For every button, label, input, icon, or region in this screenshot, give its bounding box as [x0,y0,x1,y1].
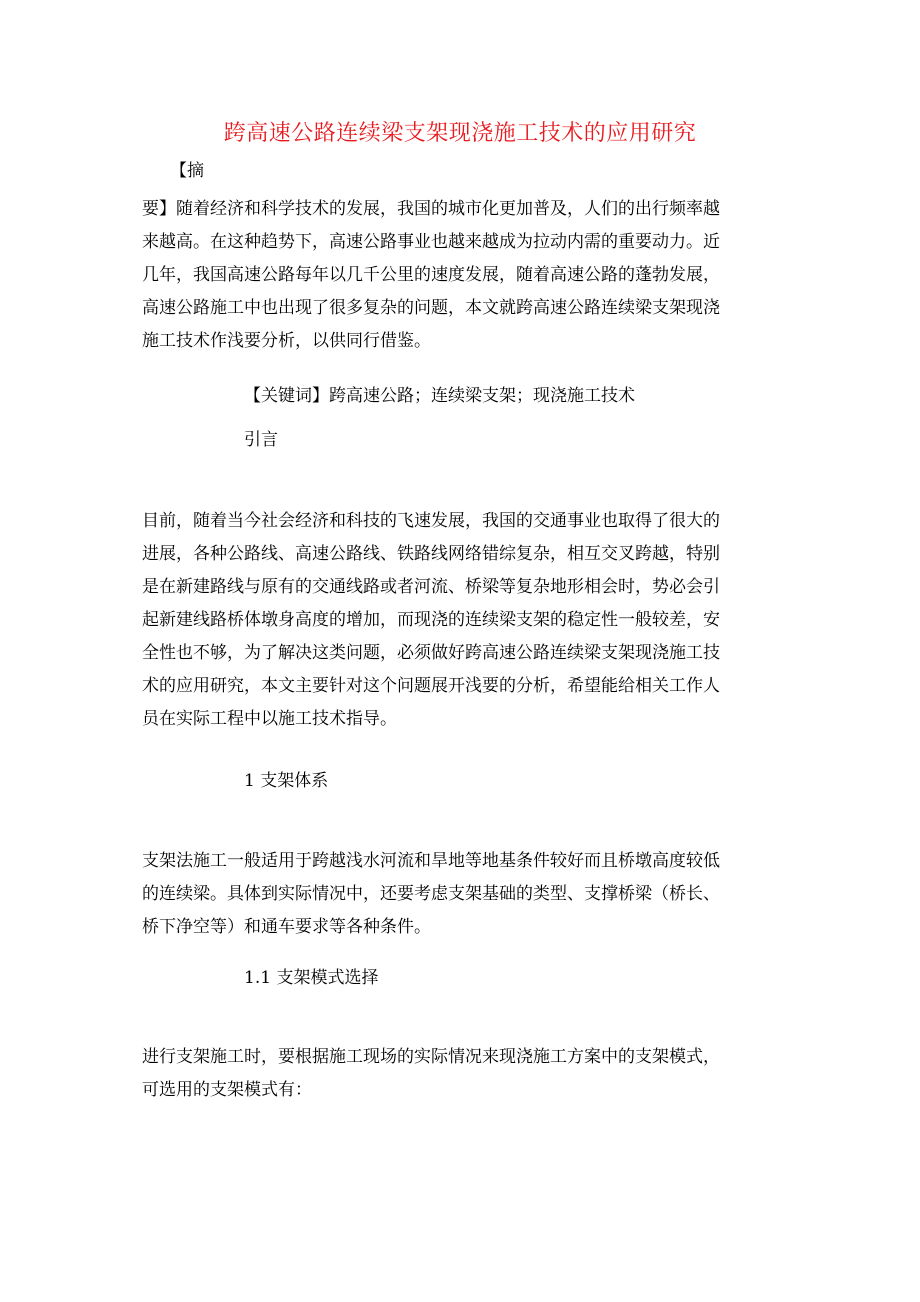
intro-line: 起新建线路桥体墩身高度的增加，而现浇的连续梁支架的稳定性一般较差，安 [142,610,720,630]
section-1-1-line: 可选用的支架模式有： [142,1080,312,1100]
abstract-line: 高速公路施工中也出现了很多复杂的问题，本文就跨高速公路连续梁支架现浇 [142,298,720,318]
abstract-line: 几年，我国高速公路每年以几千公里的速度发展，随着高速公路的蓬勃发展， [142,265,720,285]
section-1-line: 的连续梁。具体到实际情况中，还要考虑支架基础的类型、支撑桥梁（桥长、 [142,884,720,904]
intro-line: 术的应用研究，本文主要针对这个问题展开浅要的分析，希望能给相关工作人 [142,676,720,696]
abstract-paragraph [142,193,780,358]
abstract-line: 来越高。在这种趋势下，高速公路事业也越来越成为拉动内需的重要动力。近 [142,232,720,252]
intro-paragraph [142,505,780,736]
section-1-line: 支架法施工一般适用于跨越浅水河流和旱地等地基条件较好而且桥墩高度较低 [142,851,720,871]
intro-heading: 引言 [244,430,278,450]
intro-line: 员在实际工程中以施工技术指导。 [142,709,397,729]
intro-line: 进展，各种公路线、高速公路线、铁路线网络错综复杂，相互交叉跨越，特别 [142,544,720,564]
section-1-heading: 1 支架体系 [244,771,329,791]
section-1-1-heading: 1.1 支架模式选择 [244,968,379,988]
section-1-1-line: 进行支架施工时，要根据施工现场的实际情况来现浇施工方案中的支架模式， [142,1047,720,1067]
intro-line: 目前，随着当今社会经济和科技的飞速发展，我国的交通事业也取得了很大的 [142,511,720,531]
abstract-line: 施工技术作浅要分析，以供同行借鉴。 [142,331,431,351]
intro-line: 是在新建路线与原有的交通线路或者河流、桥梁等复杂地形相会时，势必会引 [142,577,720,597]
section-1-paragraph [142,845,780,944]
abstract-head: 【摘 [170,161,204,181]
abstract-line: 要】随着经济和科学技术的发展，我国的城市化更加普及，人们的出行频率越 [142,199,720,219]
section-1-line: 桥下净空等）和通车要求等各种条件。 [142,917,431,937]
keywords: 【关键词】跨高速公路；连续梁支架；现浇施工技术 [244,386,635,406]
intro-line: 全性也不够，为了解决这类问题，必须做好跨高速公路连续梁支架现浇施工技 [142,643,720,663]
document-title: 跨高速公路连续梁支架现浇施工技术的应用研究 [223,121,697,146]
section-1-1-paragraph [142,1041,780,1107]
